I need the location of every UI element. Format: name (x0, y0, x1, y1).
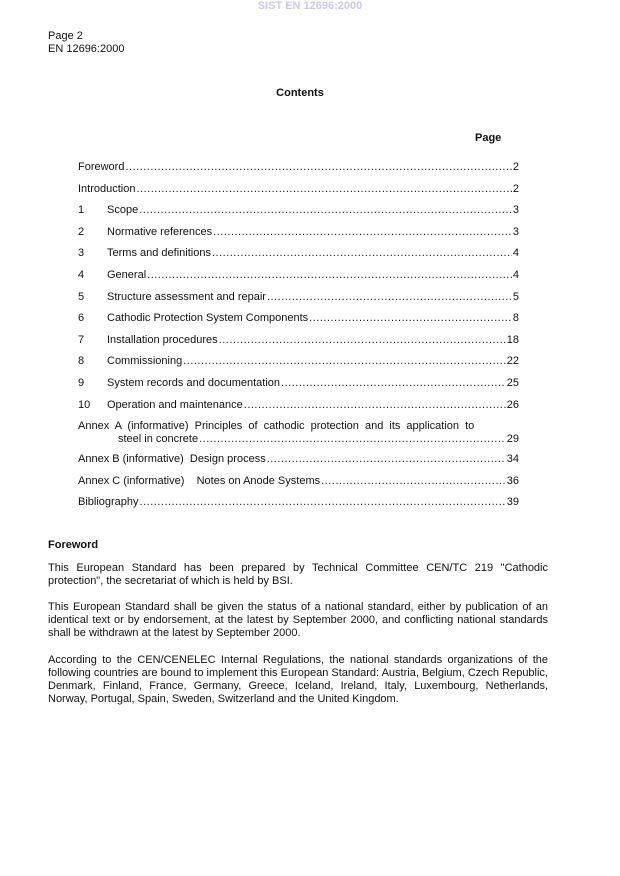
toc-entry-page: 36 (506, 474, 519, 487)
toc-entry[interactable] (78, 399, 519, 421)
toc-entry[interactable] (78, 312, 519, 334)
toc-entry-number: 7 (78, 333, 85, 346)
toc-entry[interactable] (78, 355, 519, 377)
toc-entry-page: 2 (512, 182, 519, 195)
toc-entry-title: Bibliography (78, 496, 139, 509)
foreword-paragraph-3: According to the CEN/CENELEC Internal Regulations, the national standards organizations of the following countries are bound to implement this European Standard: Austria, Belgium, Czech Republic, Denmark, Finland, France, Germany, Greece, Iceland, Ireland, Italy, Luxembourg, Netherlands, Norway, Portugal, Spain, Sweden, Switzerland and the United Kingdom. (48, 654, 548, 705)
toc-entry-page: 26 (506, 398, 519, 411)
toc-entry-title: Cathodic Protection System Components (107, 312, 309, 325)
toc-entry-page: 4 (512, 247, 519, 260)
foreword-paragraph-1: This European Standard has been prepared by Technical Committee CEN/TC 219 "Cathodic protection", the secretariat of which is held by BSI. (48, 562, 548, 587)
toc-entry-title: Operation and maintenance (107, 398, 243, 411)
toc-entry-title-cont: steel in concrete (118, 433, 199, 446)
toc-entry[interactable] (78, 161, 519, 183)
leader-dots (213, 226, 512, 238)
leader-dots (199, 433, 506, 446)
leader-dots (244, 399, 506, 411)
toc-entry-number: 2 (78, 225, 85, 238)
leader-dots (212, 247, 512, 259)
page-number: Page 2 (48, 30, 83, 42)
toc-entry-annex-b[interactable] (78, 453, 519, 475)
leader-dots (321, 475, 506, 487)
toc-entry-bibliography[interactable] (78, 496, 519, 518)
toc-entry-title: Annex B (informative) Design process (78, 453, 266, 466)
toc-entry-title: Terms and definitions (107, 247, 211, 260)
toc-entry-page: 29 (506, 433, 519, 446)
toc-entry-number: 9 (78, 376, 85, 389)
toc-entry-page: 39 (506, 496, 519, 509)
contents-title: Contents (276, 87, 324, 99)
toc-entry-title: Annex A (informative) Principles of cathodic protection and its application to (78, 420, 475, 433)
leader-dots (267, 291, 512, 303)
leader-dots (309, 312, 512, 324)
leader-dots (183, 355, 506, 367)
toc-entry-page: 8 (512, 312, 519, 325)
toc-entry-title: Scope (107, 204, 139, 217)
foreword-heading: Foreword (48, 539, 99, 551)
toc-entry[interactable] (78, 334, 519, 356)
standard-id: EN 12696:2000 (48, 43, 125, 55)
toc-entry-title: Foreword (78, 161, 125, 173)
leader-dots (267, 453, 506, 465)
toc-entry[interactable] (78, 269, 519, 291)
leader-dots (147, 269, 512, 281)
toc-entry[interactable] (78, 204, 519, 226)
toc-entry-title: Annex C (informative) Notes on Anode Systems (78, 474, 321, 487)
toc-entry-number: 6 (78, 312, 85, 325)
toc-entry-title: Normative references (107, 225, 213, 238)
table-of-contents (78, 161, 519, 518)
toc-entry-title: System records and documentation (107, 376, 281, 389)
toc-entry[interactable] (78, 183, 519, 205)
toc-entry-title: Installation procedures (107, 333, 218, 346)
leader-dots (125, 161, 511, 173)
toc-entry-page: 4 (512, 268, 519, 281)
leader-dots (281, 377, 506, 389)
leader-dots (136, 183, 511, 195)
toc-entry-number: 5 (78, 290, 85, 303)
toc-entry-number: 1 (78, 204, 85, 217)
leader-dots (140, 496, 506, 508)
toc-entry-page: 25 (506, 376, 519, 389)
toc-entry-page: 3 (512, 204, 519, 217)
toc-entry-number: 8 (78, 355, 85, 368)
toc-entry-annex-a[interactable] (78, 420, 519, 453)
toc-entry-title: General (107, 268, 147, 281)
toc-entry-page: 22 (506, 355, 519, 368)
toc-entry[interactable] (78, 226, 519, 248)
leader-dots (139, 204, 512, 216)
toc-entry-title: Structure assessment and repair (107, 290, 266, 303)
toc-entry[interactable] (78, 377, 519, 399)
toc-entry[interactable] (78, 247, 519, 269)
toc-entry-page: 18 (506, 333, 519, 346)
toc-entry-page: 3 (512, 225, 519, 238)
toc-entry-page: 34 (506, 453, 519, 466)
foreword-paragraph-2: This European Standard shall be given the status of a national standard, either by publication of an identical text or by endorsement, at the latest by September 2000, and conflicting national standards shall be withdrawn at the latest by September 2000. (48, 601, 548, 639)
toc-entry-page: 5 (512, 290, 519, 303)
toc-entry-page: 2 (512, 161, 519, 173)
toc-entry[interactable] (78, 291, 519, 313)
page-column-label: Page (475, 132, 502, 144)
toc-entry-annex-c[interactable] (78, 475, 519, 497)
toc-entry-number: 4 (78, 268, 85, 281)
toc-entry-number: 10 (78, 398, 91, 411)
leader-dots (219, 334, 506, 346)
toc-entry-number: 3 (78, 247, 85, 260)
toc-entry-title: Introduction (78, 182, 136, 195)
toc-entry-title: Commissioning (107, 355, 183, 368)
watermark: SIST EN 12696:2000 (257, 0, 363, 12)
page-header (48, 30, 124, 56)
